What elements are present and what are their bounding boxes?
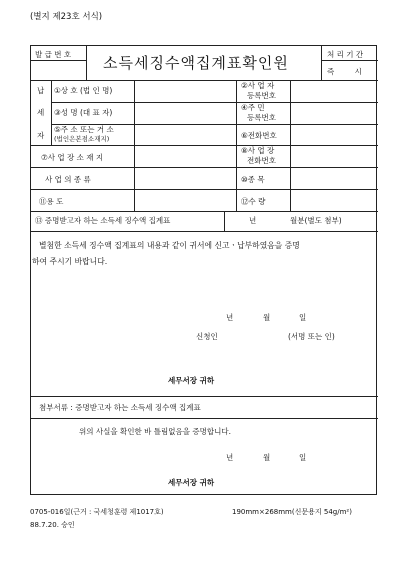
- confirm-date-year: 년: [226, 453, 234, 462]
- issue-number-label: 발 급 번 호: [35, 50, 72, 59]
- application-date-day: 일: [299, 313, 307, 322]
- business-phone-label-a: ⑧사 업 장: [241, 146, 275, 155]
- request-month: 월분(별도 첨부): [290, 216, 342, 225]
- request-label: ⑬ 증명받고자 하는 소득세 징수액 집계표: [35, 216, 171, 225]
- processing-period-label: 처 리 기 간: [327, 50, 364, 59]
- processing-period-value: 즉 시: [327, 67, 362, 76]
- body-paragraph-2: 하여 주시기 바랍니다.: [32, 257, 108, 266]
- taxpayer-label-2: 세: [37, 108, 45, 117]
- business-reg-label-b: 등록번호: [247, 91, 276, 100]
- business-phone-label-b: 전화번호: [247, 156, 276, 165]
- phone-label: ⑥전화번호: [241, 131, 277, 140]
- confirm-date-month: 월: [263, 453, 271, 462]
- taxpayer-label-3: 자: [37, 131, 45, 140]
- confirm-date-day: 일: [299, 453, 307, 462]
- certificate-form: [30, 45, 377, 495]
- application-date-month: 월: [263, 313, 271, 322]
- use-label: ⑪용 도: [39, 197, 64, 206]
- business-type-label: 사 업 의 종 류: [45, 175, 91, 184]
- addressee-1: 세무서장 귀하: [168, 376, 215, 385]
- application-date-year: 년: [226, 313, 234, 322]
- confirmation-text: 위의 사실을 확인한 바 틀림없음을 증명합니다.: [79, 427, 231, 436]
- business-reg-label-a: ②사 업 자: [241, 81, 275, 90]
- attachment-label: 첨부서류 : 증명받고자 하는 소득세 징수액 집계표: [39, 403, 201, 412]
- resident-reg-label-a: ④주 민: [241, 103, 265, 112]
- signature-label: (서명 또는 인): [288, 332, 335, 341]
- form-number: (별지 제23호 서식): [30, 12, 103, 22]
- resident-reg-label-b: 등록번호: [247, 113, 276, 122]
- approval-date: 88.7.20. 승인: [30, 521, 75, 529]
- taxpayer-label-1: 납: [37, 86, 45, 95]
- applicant-label: 신청인: [196, 332, 218, 341]
- business-item-label: ⑩종 목: [241, 175, 265, 184]
- address-label-b: (법인은본점소재지): [54, 135, 110, 143]
- company-name-label: ①상 호 (법 인 명): [54, 86, 113, 95]
- address-label-a: ⑤주 소 또는 거 소: [54, 125, 114, 134]
- body-paragraph-1: 별첨한 소득세 징수액 집계표의 내용과 같이 귀서에 신고ㆍ납부하였음을 증명: [39, 241, 300, 250]
- paper-spec: 190mm×268mm(신문용지 54g/m²): [232, 508, 352, 516]
- business-location-label: ⑦사 업 장 소 재 지: [41, 153, 104, 162]
- representative-name-label: ③성 명 (대 표 자): [54, 108, 113, 117]
- legal-basis: 0705-016일(근거 : 국세청훈령 제1017호): [30, 508, 164, 516]
- confirmation-signer: 세무서장 귀하: [168, 478, 215, 487]
- quantity-label: ⑫수 량: [241, 197, 266, 206]
- request-year: 년: [249, 216, 257, 225]
- form-title: 소득세징수액집계표확인원: [103, 54, 289, 72]
